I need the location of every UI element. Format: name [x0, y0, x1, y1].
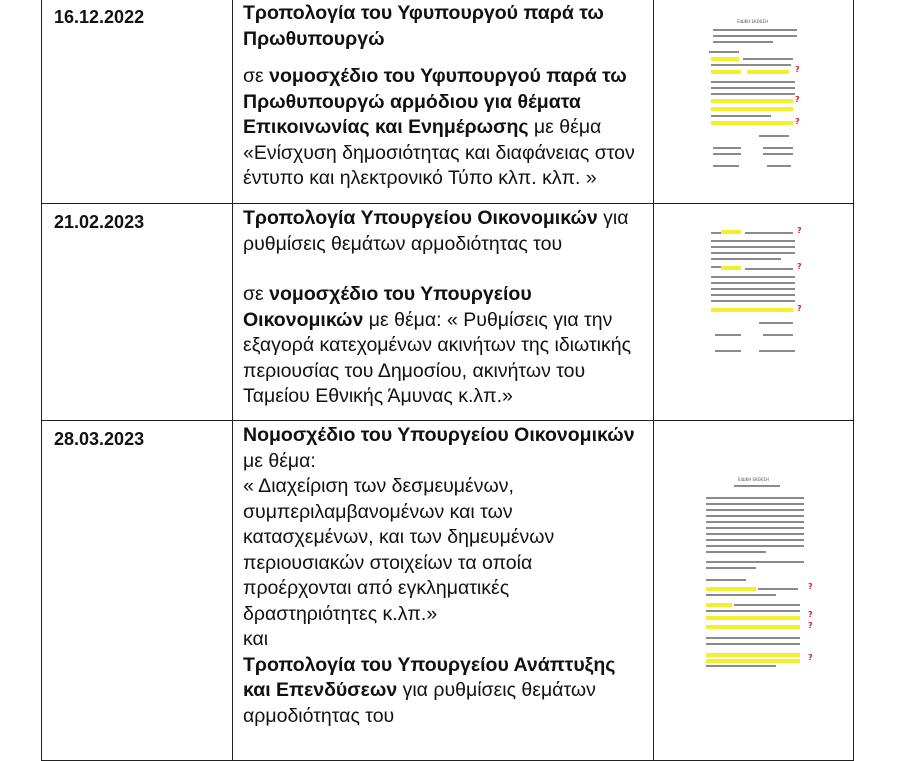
desc-paragraph	[243, 423, 645, 474]
desc-paragraph	[243, 653, 645, 730]
description-cell	[233, 0, 654, 204]
table-row	[42, 421, 854, 761]
text-run: σε	[243, 65, 270, 87]
desc-paragraph	[243, 64, 645, 192]
bill-title: νομοσχέδιο του Υφυπουργού παρά τω Πρωθυπουργώ αρμόδιου για θέματα Επικοινωνίας και Ενημέρωσης	[243, 65, 627, 138]
desc-paragraph	[243, 206, 645, 257]
description-cell	[233, 421, 654, 761]
text-run: για ρυθμίσεις θεμάτων αρμοδιότητας του	[243, 207, 629, 255]
text-run: σε	[243, 283, 270, 305]
text-run: « Διαχείριση των δεσμευμένων, συμπεριλαμβανομένων και των κατασχεμένων, και των δημευμένων περιουσιακών στοιχείων τα οποία προέρχονται από εγκληματικές δραστηριότητες κ.λπ.»	[243, 475, 555, 625]
question-mark-icon: ?	[797, 304, 802, 313]
document-thumbnail-cell	[654, 0, 854, 204]
document-thumbnail-cell	[654, 204, 854, 421]
date-cell	[42, 204, 233, 421]
desc-paragraph	[243, 1, 645, 52]
desc-paragraph	[243, 282, 645, 410]
text-run: για ρυθμίσεις θεμάτων αρμοδιότητας του	[243, 679, 596, 727]
description-cell	[233, 204, 654, 421]
question-mark-icon: ?	[808, 653, 813, 662]
text-run: με θέμα:	[243, 449, 316, 472]
text-run: με θέμα: « Ρυθμίσεις για την εξαγορά κατεχομένων ακινήτων της ιδιωτικής περιουσίας του Δημοσίου, ακινήτων του Ταμείου Εθνικής Άμυνας κ.λπ.»	[243, 308, 631, 407]
desc-paragraph	[243, 474, 645, 627]
question-mark-icon: ?	[795, 117, 800, 126]
date-text: 28.03.2023	[54, 429, 145, 449]
question-mark-icon: ?	[795, 95, 800, 104]
thumbnail-heading: ΕΙΔΙΚΗ ΕΚΘΕΣΗ	[738, 477, 769, 482]
document-thumbnail[interactable]	[694, 451, 820, 691]
document-thumbnail[interactable]	[699, 15, 811, 185]
amendment-title: Τροπολογία του Υφυπουργού παρά τω Πρωθυπουργώ	[243, 2, 604, 50]
bill-title: Νομοσχέδιο του Υπουργείου Οικονομικών	[243, 424, 635, 446]
document-thumbnail[interactable]	[699, 222, 811, 402]
date-cell	[42, 0, 233, 204]
desc-paragraph	[243, 627, 645, 653]
date-cell	[42, 421, 233, 761]
question-mark-icon: ?	[795, 65, 800, 74]
amendment-title: Τροπολογία Υπουργείου Οικονομικών	[243, 207, 598, 229]
question-mark-icon: ?	[808, 610, 813, 619]
bill-title: νομοσχέδιο του Υπουργείου Οικονομικών	[243, 283, 532, 331]
question-mark-icon: ?	[808, 582, 813, 591]
text-run: και	[243, 628, 269, 650]
question-mark-icon: ?	[797, 262, 802, 271]
question-mark-icon: ?	[808, 621, 813, 630]
amendments-table	[41, 0, 854, 761]
amendment-title: Τροπολογία του Υπουργείου Ανάπτυξης και Επενδύσεων	[243, 653, 616, 701]
question-mark-icon: ?	[797, 226, 802, 235]
text-run: με θέμα «Ενίσχυση δημοσιότητας και διαφάνειας στον έντυπο και ηλεκτρονικό Τύπο κλπ. κλπ. »	[243, 116, 635, 189]
date-text: 21.02.2023	[54, 212, 145, 232]
document-thumbnail-cell	[654, 421, 854, 761]
thumbnail-heading: ΕΙΔΙΚΗ ΕΚΘΕΣΗ	[737, 19, 768, 24]
table-row	[42, 0, 854, 204]
date-text: 16.12.2022	[54, 7, 145, 27]
table-row	[42, 204, 854, 421]
